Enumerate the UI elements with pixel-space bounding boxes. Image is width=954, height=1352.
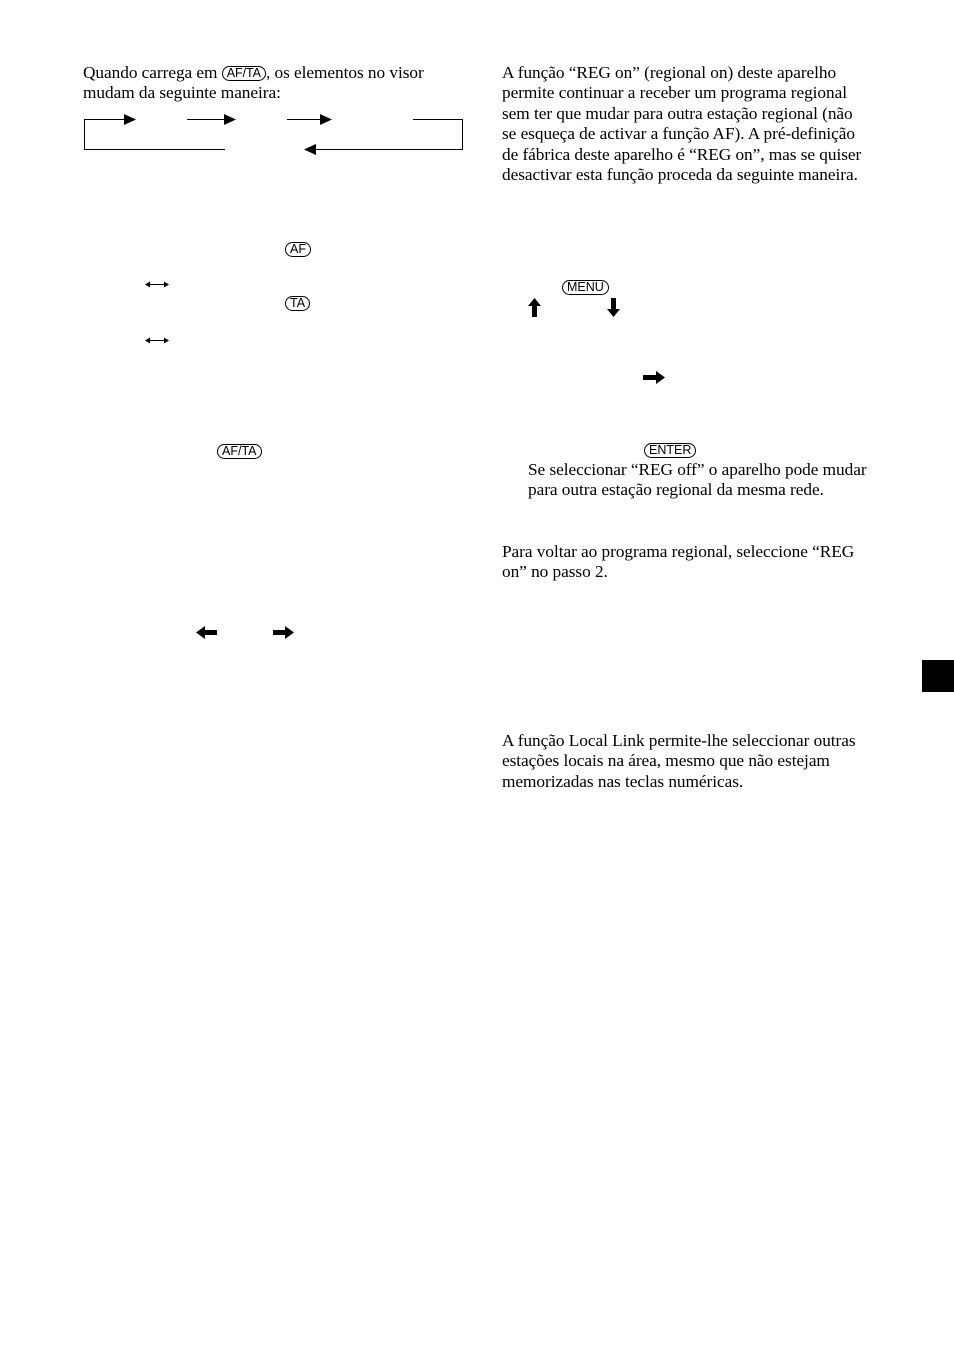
- double-arrow-icon: [145, 336, 169, 345]
- intro-text-start: Quando carrega em: [83, 63, 222, 82]
- intro-paragraph: [83, 63, 463, 104]
- arrow-right-icon: [273, 626, 294, 639]
- arrow-up-icon: [528, 298, 541, 317]
- aftta-key: AF/TA: [222, 66, 266, 81]
- arrow-left-icon: [304, 144, 316, 155]
- double-arrow-icon: [145, 280, 169, 289]
- arrow-right-icon: [320, 114, 332, 125]
- reg-paragraph: A função “REG on” (regional on) deste aparelho permite continuar a receber um programa regional sem ter que mudar para outra estação regional (não se esqueça de activar a função AF). A pré-definição de fábrica deste aparelho é “REG on”, mas se quiser desactivar esta função proceda da seguinte maneira.: [502, 63, 862, 185]
- arrow-right-icon: [124, 114, 136, 125]
- return-note: Para voltar ao programa regional, seleccione “REG on” no passo 2.: [502, 542, 855, 582]
- ta-key: TA: [285, 296, 310, 311]
- arrow-down-icon: [607, 298, 620, 317]
- arrow-left-icon: [196, 626, 217, 639]
- local-link-paragraph: A função Local Link permite-lhe seleccionar outras estações locais na área, mesmo que não estejam memorizadas nas teclas numéricas.: [502, 731, 856, 791]
- menu-key: MENU: [562, 280, 609, 295]
- section-tab-marker: [922, 660, 954, 692]
- af-key: AF: [285, 242, 311, 257]
- aftta-key-2: AF/TA: [217, 444, 262, 459]
- reg-off-note: Se seleccionar “REG off” o aparelho pode mudar para outra estação regional da mesma rede.: [528, 460, 867, 500]
- arrow-right-icon: [643, 371, 665, 384]
- intro-text-end: , os elementos no visor mudam da seguinte maneira:: [83, 63, 424, 103]
- arrow-right-icon: [224, 114, 236, 125]
- enter-key: ENTER: [644, 443, 696, 458]
